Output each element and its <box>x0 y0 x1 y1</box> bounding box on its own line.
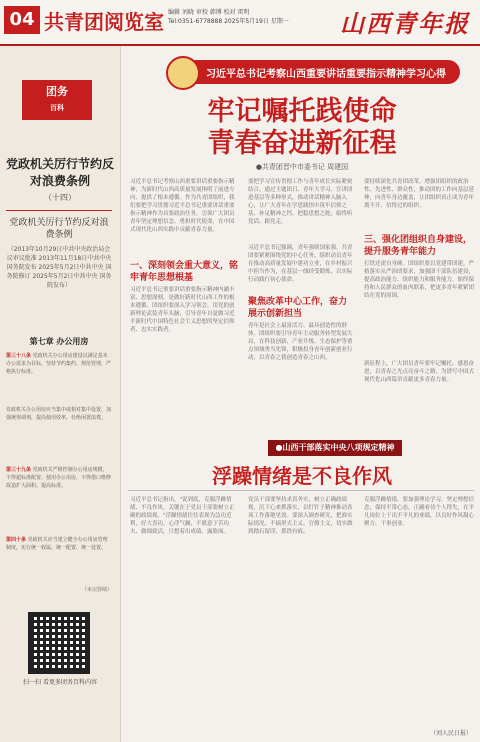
article2-col3: 克服浮躁情绪，要加强理论学习，坚定理想信念，保持平常心态，正确看待个人得失，在平凡岗位上干出不平凡的业绩，以良好作风凝心聚力、干事创业。 <box>364 497 474 527</box>
article-39-label: 第三十九条 <box>6 467 32 473</box>
byline: ●共青团晋中市委书记 周建国 <box>255 163 349 171</box>
qr-code[interactable] <box>28 612 90 674</box>
article1-col3b: 打铁还需自身硬。团组织要以党建带团建，严格落实从严治团要求，加强团干部队伍建设，提高政治能力、组织能力和服务能力，始终保持和人民群众的血肉联系，把更多青年紧紧团结在党的周围。 <box>364 261 474 299</box>
article1-subhead-2: 聚焦改革中心工作，奋力展示创新担当 <box>248 297 348 319</box>
article1-col2b: 习近平总书记强调，青年强则国家强。共青团要紧紧围绕党的中心任务，组织动员青年在推动高质量发展中建功立业，在乡村振兴中担当作为，在基层一线经受锻炼，以实际行动践行初心使命。 <box>248 245 353 283</box>
article1-col1: 习近平总书记考察山西重要讲话重要指示精神，为新时代山西高质量发展指明了前进方向、提供了根本遵循。作为共青团组织，我们要把学习贯彻习近平总书记重要讲话重要指示精神作为首要政治任务，引领广大团员青年坚定理想信念、勇担时代使命，在中国式现代化山西实践中贡献青春力量。 <box>130 179 235 233</box>
page-number: 04 <box>4 6 40 34</box>
article-40-text: 党政机关应当建立健全办公用房管理制度，实行统一权属、统一配置、统一处置。 <box>6 537 108 551</box>
article-banner <box>170 60 460 84</box>
article2-editor: （刘人民日报） <box>429 730 472 737</box>
article-38-text: 党政机关办公用房建设以满足基本办公需求为目标，坚持节约集约、规范管理，严格执行标准。 <box>6 353 112 375</box>
left-sidebar <box>0 46 121 742</box>
regulation-box-title: 党政机关厉行节约反对浪费条例 <box>9 218 109 240</box>
headline-secondary: 浮躁情绪是不良作风 <box>212 464 392 488</box>
article-40 <box>6 536 112 552</box>
banner-text: 习近平总书记考察山西重要讲话重要指示精神学习心得 <box>206 69 446 80</box>
article1-subhead-3: 三、强化团组织自身建设，提升服务青年能力 <box>364 235 473 257</box>
article1-col1b: 习近平总书记重要讲话重要指示精神内涵丰富、思想深刻，是做好新时代山西工作的根本遵循。团组织要深入学习领会，用党的创新理论武装青年头脑，引导青年自觉做习近平新时代中国特色社会主义思想的坚定信仰者、忠实实践者。 <box>130 287 235 333</box>
newspaper-logo: 山西青年报 <box>340 9 470 38</box>
article2-col2: 党员干部要坚持求真务实，树立正确政绩观，沉下心来抓落实，以钉钉子精神推动各项工作落地见效。要深入调查研究，把准实际情况，不搞形式主义、官僚主义，切实做到踏石留印、抓铁有痕。 <box>248 497 353 535</box>
badge-sub: 百科 <box>50 104 64 112</box>
article1-col3: 要持续深化共青团改革，增强团组织的政治性、先进性、群众性，推动团的工作向基层延伸，向青年身边覆盖，让团组织真正成为青年离不开、信得过的组织。 <box>364 179 474 209</box>
divider <box>128 490 474 491</box>
regulation-box-notes: （2013年10月29日中共中央政治局会议审议批准 2013年11月18日中共中央 国务院发布 2025年5月2日中共中央 国务院修订 2025年5月2日中共中央 国务院发布） <box>6 246 112 289</box>
article-39 <box>6 466 112 490</box>
section-title: 共青团阅览室 <box>44 10 164 34</box>
headline-main <box>128 96 476 160</box>
header-meta-editors: 编辑 刘晓 审校 韩博 校对 雷明 <box>168 9 250 16</box>
article-38 <box>6 352 112 376</box>
headline-line-2: 青春奋进新征程 <box>207 128 397 159</box>
article1-col2: 要把学习宣传贯彻工作与青年成长实际紧密结合，通过主题团日、青年大学习、宣讲团进基层等多种形式，推动讲话精神入脑入心，让广大青年在学思践悟中筑牢信仰之基、补足精神之钙、把稳思想之舵，始终听党话、跟党走。 <box>248 179 353 225</box>
article1-subhead-1: 一、深刻领会重大意义，铭牢青年思想根基 <box>130 261 239 283</box>
regulation-title: 党政机关厉行节约反对浪费条例 <box>6 157 115 188</box>
article-40-label: 第四十条 <box>6 537 27 543</box>
emblem-icon <box>166 56 200 90</box>
to-be-continued: （未完待续） <box>81 587 112 593</box>
article1-col2c: 青年是社会上最富活力、最具创造性的群体。团组织要引导青年主动服务转型发展大局，在科技创新、产业升级、生态保护等重点领域勇当先锋，积极投身青年创新创业行动，以青春之我创造青春之山西。 <box>248 323 353 361</box>
article-38-label: 第三十八条 <box>6 353 32 359</box>
article-39-text: 党政机关严格控制办公用房规模，不得超标准配置、使用办公用房，不得借口维修改造扩大面积、提高标准。 <box>6 467 112 489</box>
qr-caption: 扫一扫 看更多团务百科内容 <box>23 679 97 686</box>
article2-col1: 习近平总书记指出，"说到底，克服浮躁情绪、不良作风，关键在于党员干部要树立正确的政绩观。"浮躁情绪往往表现为急功近利、好大喜功、心浮气躁，不愿意下苦功夫、做细致活，只想着出成绩、露脸面。 <box>130 497 235 535</box>
chapter-heading: 第七章 办公用房 <box>29 337 89 346</box>
badge-main: 团务 <box>46 85 68 98</box>
article1-col3c: 新征程上，广大团员青年要牢记嘱托、感恩奋进，以青春之光点亮奋斗之路，为谱写中国式现代化山西篇章贡献更多青春力量。 <box>364 361 474 383</box>
regulation-info-box <box>6 210 112 331</box>
regulation-subtitle: （十四） <box>44 193 76 202</box>
column-badge <box>22 80 92 120</box>
header-meta-date: Tel:0351-6778888 2025年5月19日 星期一 <box>168 18 289 25</box>
header-meta <box>168 8 289 26</box>
article2-kicker: ●山西干部落实中央八项规定精神 <box>268 440 402 456</box>
headline-line-1: 牢记嘱托践使命 <box>207 96 397 127</box>
page-header <box>0 0 480 46</box>
paragraph-2: 党政机关办公用房应当集中或相对集中设置，加强统筹调剂，提高使用效率，杜绝闲置浪费。 <box>6 407 112 421</box>
